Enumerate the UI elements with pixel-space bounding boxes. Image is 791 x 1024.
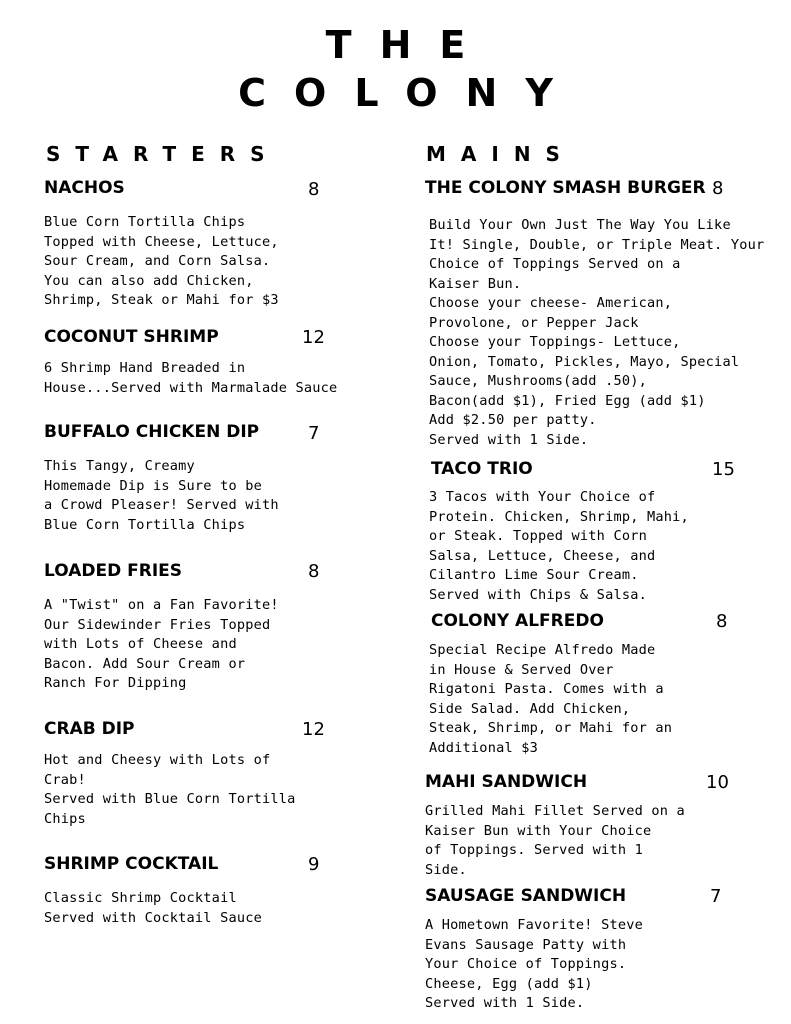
item-desc-taco-trio: 3 Tacos with Your Choice of Protein. Chicken, Shrimp, Mahi, or Steak. Topped with Corn Salsa, Lettuce, Cheese, and Cilantro Lime Sour Cream. Served with Chips & Salsa. — [429, 489, 689, 603]
item-name-colony-alfredo: COLONY ALFREDO — [431, 611, 604, 631]
item-price-colony-alfredo: 8 — [716, 611, 728, 632]
menu-title-line-1: THE — [325, 23, 494, 67]
item-price-nachos: 8 — [308, 179, 320, 200]
item-name-mahi-sandwich: MAHI SANDWICH — [425, 772, 588, 792]
item-desc-nachos: Blue Corn Tortilla Chips Topped with Cheese, Lettuce, Sour Cream, and Corn Salsa. You can also add Chicken, Shrimp, Steak or Mahi for $3 — [44, 214, 279, 308]
item-price-smash-burger: 8 — [712, 178, 724, 199]
item-price-crab-dip: 12 — [302, 719, 325, 740]
item-desc-shrimp-cocktail: Classic Shrimp Cocktail Served with Cocktail Sauce — [44, 890, 262, 926]
item-name-sausage-sandwich: SAUSAGE SANDWICH — [425, 886, 627, 906]
item-desc-smash-burger: Build Your Own Just The Way You Like It! Single, Double, or Triple Meat. Your Choice of Toppings Served on a Kaiser Bun. Choose your cheese- American, Provolone, or Pepper Jack Choose your Toppings- Lettuce, Onion, Tomato, Pickles, Mayo, Special Sauce, Mushrooms(add .50), Bacon(add $1), Fried Egg (add $1) Add $2.50 per patty. Served with 1 Side. — [429, 217, 765, 448]
item-price-sausage-sandwich: 7 — [710, 886, 722, 907]
item-price-buffalo-chicken-dip: 7 — [308, 423, 320, 444]
item-name-crab-dip: CRAB DIP — [44, 719, 135, 739]
item-desc-loaded-fries: A "Twist" on a Fan Favorite! Our Sidewinder Fries Topped with Lots of Cheese and Bacon. Add Sour Cream or Ranch For Dipping — [44, 597, 279, 691]
item-name-coconut-shrimp: COCONUT SHRIMP — [44, 327, 219, 347]
item-desc-buffalo-chicken-dip: This Tangy, Creamy Homemade Dip is Sure to be a Crowd Pleaser! Served with Blue Corn Tortilla Chips — [44, 458, 279, 533]
item-desc-mahi-sandwich: Grilled Mahi Fillet Served on a Kaiser Bun with Your Choice of Toppings. Served with 1 Side. — [425, 803, 685, 878]
item-price-taco-trio: 15 — [712, 459, 735, 480]
menu-title-line-2: COLONY — [238, 71, 581, 115]
item-desc-coconut-shrimp: 6 Shrimp Hand Breaded in House...Served with Marmalade Sauce — [44, 360, 338, 396]
item-name-loaded-fries: LOADED FRIES — [44, 561, 183, 581]
item-price-loaded-fries: 8 — [308, 561, 320, 582]
item-desc-crab-dip: Hot and Cheesy with Lots of Crab! Served with Blue Corn Tortilla Chips — [44, 752, 296, 827]
item-name-buffalo-chicken-dip: BUFFALO CHICKEN DIP — [44, 422, 260, 442]
item-desc-sausage-sandwich: A Hometown Favorite! Steve Evans Sausage Patty with Your Choice of Toppings. Cheese, Egg (add $1) Served with 1 Side. — [425, 917, 643, 1011]
section-heading-mains: MAINS — [426, 142, 575, 166]
item-price-mahi-sandwich: 10 — [706, 772, 729, 793]
section-heading-starters: STARTERS — [46, 142, 280, 166]
item-price-shrimp-cocktail: 9 — [308, 854, 320, 875]
item-name-nachos: NACHOS — [44, 178, 125, 198]
item-name-shrimp-cocktail: SHRIMP COCKTAIL — [44, 854, 219, 874]
item-desc-colony-alfredo: Special Recipe Alfredo Made in House & Served Over Rigatoni Pasta. Comes with a Side Salad. Add Chicken, Steak, Shrimp, or Mahi for an Additional $3 — [429, 642, 673, 756]
item-name-smash-burger: THE COLONY SMASH BURGER — [425, 178, 706, 198]
item-name-taco-trio: TACO TRIO — [431, 459, 533, 479]
item-price-coconut-shrimp: 12 — [302, 327, 325, 348]
